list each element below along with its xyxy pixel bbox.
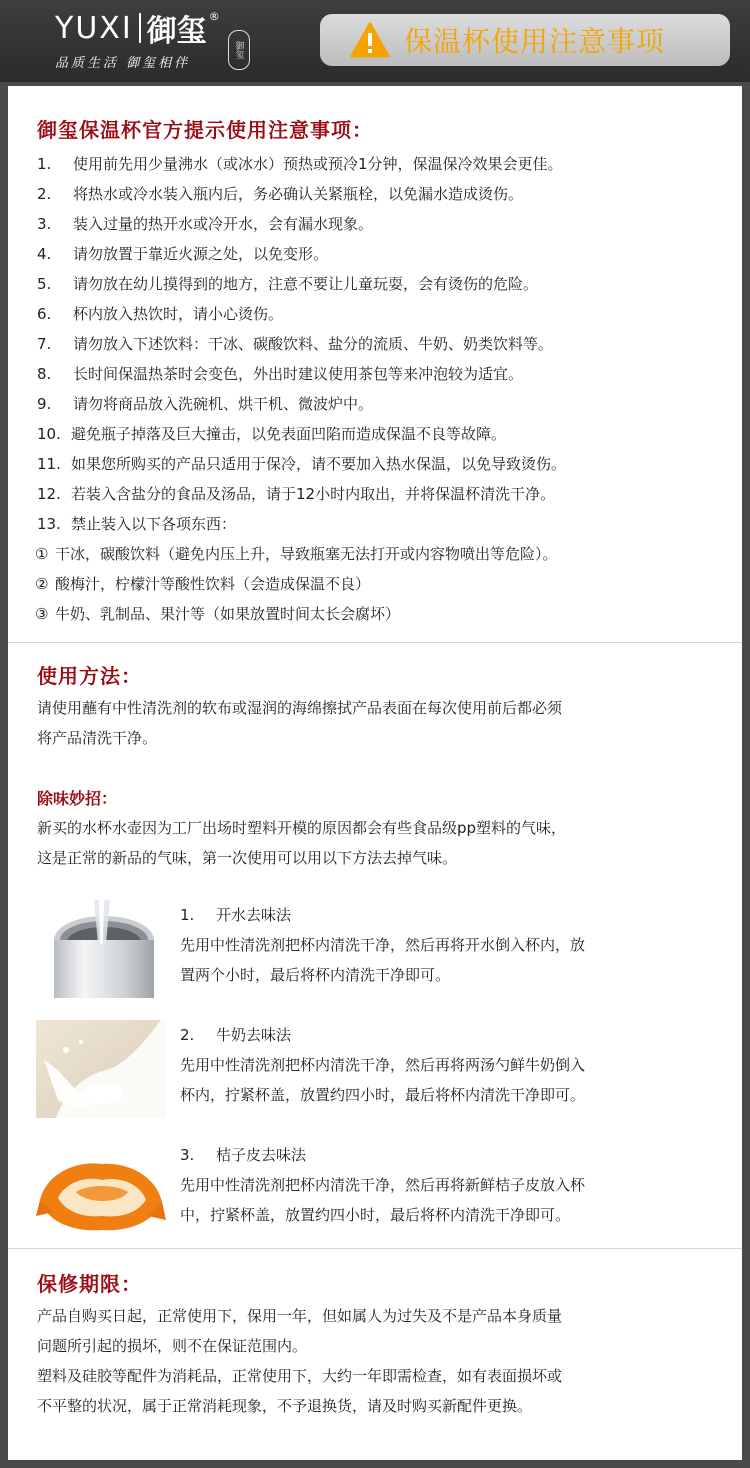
precautions-section <box>8 114 742 629</box>
method-orange-peel <box>8 1140 742 1230</box>
forbidden-items-list <box>35 539 742 629</box>
method-desc-line: 置两个小时，最后将杯内清洗干净即可。 <box>180 966 451 984</box>
method-desc-line: 先用中性清洗剂把杯内清洗干净，然后再将两汤勺鲜牛奶倒入 <box>180 1056 586 1074</box>
method-text <box>180 900 660 990</box>
section-divider <box>8 642 742 643</box>
warranty-text-line: 不平整的状况，属于正常消耗现象，不予退换货，请及时购买新配件更换。 <box>37 1397 533 1415</box>
list-item: 10. 避免瓶子掉落及巨大撞击，以免表面凹陷而造成保温不良等故障。 <box>37 425 507 443</box>
deodorize-text-line: 这是正常的新品的气味，第一次使用可以用以下方法去掉气味。 <box>37 849 458 867</box>
brand-logo[interactable] <box>55 6 220 71</box>
usage-text-line: 请使用蘸有中性清洗剂的软布或湿润的海绵擦拭产品表面在每次使用前后都必须 <box>37 699 563 717</box>
list-item: ① 干冰，碳酸饮料（避免内压上升，导致瓶塞无法打开或内容物喷出等危险）。 <box>35 545 558 563</box>
method-title: 1. 开水去味法 <box>180 906 292 924</box>
method-milk <box>8 1020 742 1110</box>
method-text <box>180 1140 660 1230</box>
method-text <box>180 1020 660 1110</box>
list-item: 4. 请勿放置于靠近火源之处，以免变形。 <box>37 245 329 263</box>
list-item: 7. 请勿放入下述饮料：干冰、碳酸饮料、盐分的流质、牛奶、奶类饮料等。 <box>37 335 554 353</box>
usage-title: 使用方法： <box>37 664 142 688</box>
deodorize-title: 除味妙招： <box>37 789 118 808</box>
seal-icon: 御玺 <box>228 30 250 70</box>
list-item: 5. 请勿放在幼儿摸得到的地方，注意不要让儿童玩耍，会有烫伤的危险。 <box>37 275 539 293</box>
deodorize-text-line: 新买的水杯水壶因为工厂出场时塑料开模的原因都会有些食品级pp塑料的气味， <box>37 819 567 837</box>
list-item: ② 酸梅汁，柠檬汁等酸性饮料（会造成保温不良） <box>35 575 371 593</box>
registered-mark: ® <box>208 9 220 23</box>
warranty-title: 保修期限： <box>37 1272 142 1296</box>
content-panel <box>8 86 742 1460</box>
method-title: 3. 桔子皮去味法 <box>180 1146 307 1164</box>
logo-chinese-text: 御玺 <box>146 14 207 49</box>
usage-text-line: 将产品清洗干净。 <box>37 729 158 747</box>
method-desc-line: 先用中性清洗剂把杯内清洗干净，然后再将新鲜桔子皮放入杯 <box>180 1176 586 1194</box>
list-item: 9. 请勿将商品放入洗碗机、烘干机、微波炉中。 <box>37 395 374 413</box>
logo-wordmark <box>55 6 220 50</box>
section-divider <box>8 1248 742 1249</box>
list-item: 12. 若装入含盐分的食品及汤品，请于12小时内取出，并将保温杯清洗干净。 <box>37 485 556 503</box>
precautions-list <box>37 149 742 539</box>
deodorize-section <box>8 786 742 873</box>
method-desc-line: 先用中性清洗剂把杯内清洗干净，然后再将开水倒入杯内，放 <box>180 936 586 954</box>
list-item: 2. 将热水或冷水装入瓶内后，务必确认关紧瓶栓，以免漏水造成烫伤。 <box>37 185 524 203</box>
logo-separator <box>139 13 141 43</box>
list-item: 8. 长时间保温热茶时会变色，外出时建议使用茶包等来冲泡较为适宜。 <box>37 365 524 383</box>
method-boiling-water <box>8 900 742 990</box>
method-desc-line: 杯内，拧紧杯盖，放置约四小时，最后将杯内清洗干净即可。 <box>180 1086 586 1104</box>
logo-latin-text: YUXI <box>55 10 133 46</box>
usage-section <box>8 660 742 753</box>
warranty-text-line: 塑料及硅胶等配件为消耗品，正常使用下，大约一年即需检查，如有表面损坏或 <box>37 1367 563 1385</box>
warranty-section <box>8 1268 742 1421</box>
list-item: ③ 牛奶、乳制品、果汁等（如果放置时间太长会腐坏） <box>35 605 401 623</box>
page-title: 保温杯使用注意事项 <box>404 25 666 58</box>
logo-slogan: 品质生活 御玺相伴 <box>55 56 191 71</box>
orange-peel-image <box>36 1140 166 1238</box>
list-item: 6. 杯内放入热饮时，请小心烫伤。 <box>37 305 284 323</box>
list-item: 1. 使用前先用少量沸水（或冰水）预热或预冷1分钟，保温保冷效果会更佳。 <box>37 155 563 173</box>
warning-triangle-icon <box>350 22 390 58</box>
notice-title-bar <box>320 14 730 66</box>
warranty-text-line: 产品自购买日起，正常使用下，保用一年，但如属人为过失及不是产品本身质量 <box>37 1307 563 1325</box>
precautions-title: 御玺保温杯官方提示使用注意事项： <box>37 118 373 142</box>
method-title: 2. 牛奶去味法 <box>180 1026 292 1044</box>
warranty-text-line: 问题所引起的损坏，则不在保证范围内。 <box>37 1337 308 1355</box>
list-item: 11. 如果您所购买的产品只适用于保冷，请不要加入热水保温，以免导致烫伤。 <box>37 455 567 473</box>
method-desc-line: 中，拧紧杯盖，放置约四小时，最后将杯内清洗干净即可。 <box>180 1206 571 1224</box>
header <box>0 0 750 82</box>
list-item: 3. 装入过量的热开水或冷开水，会有漏水现象。 <box>37 215 374 233</box>
milk-splash-image <box>36 1020 166 1118</box>
thermos-image <box>36 900 166 998</box>
list-item: 13. 禁止装入以下各项东西： <box>37 515 237 533</box>
